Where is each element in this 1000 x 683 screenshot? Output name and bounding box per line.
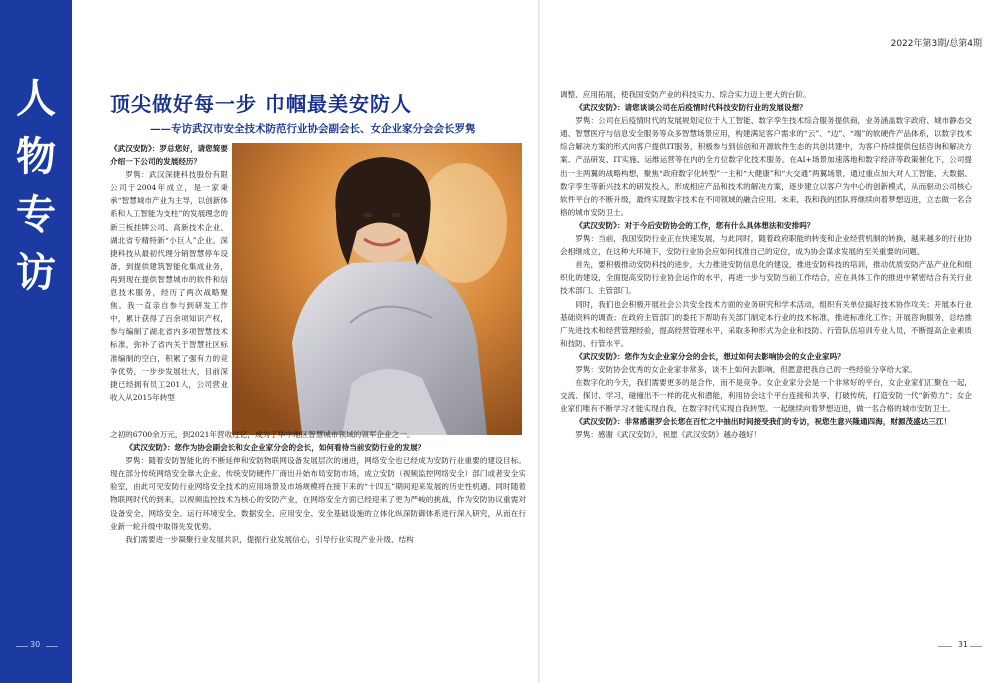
interview-question: 《武汉安防》：您作为女企业家分会的会长，想过如何去影响协会的女企业家吗？ <box>575 351 845 361</box>
portrait-photo <box>232 143 522 435</box>
right-page-text-column <box>560 88 972 442</box>
interview-question: 《武汉安防》：请您谈谈公司在后疫情时代科技安防行业的发展设想？ <box>575 103 807 113</box>
interview-answer: 罗隽：安防协会优秀的女企业家非常多，谈不上如何去影响，但愿意把我自己的一些经验分享给大家。 <box>575 364 917 374</box>
issue-header: 2022年第3期/总第4期 <box>890 39 982 49</box>
interview-answer: 调整、应用拓展，使我国安防产业的科技实力、综合实力迈上更大的台阶。 <box>560 90 811 99</box>
section-title-vertical <box>14 70 58 302</box>
page-number-left: 30 <box>30 640 41 649</box>
left-page-text-column <box>110 428 526 546</box>
page-number-rule <box>16 646 28 647</box>
interview-answer: 在数字化的今天，我们需要更多的是合作，而不是竞争。女企业家分会是一个非常好的平台，女企业家们汇聚在一起，交流、探讨、学习，碰撞出不一样的花火和潜能，利用协会这个平台连接和共享，打破传统，打造安防一代“新势力”；女企业家们唯有不断学习才能实现自我，在数字时代实现自我转型。一起继续向着梦想迈进，做一名合格的城市安防卫士。 <box>560 378 972 414</box>
interview-question: 《武汉安防》：非常感谢罗会长您在百忙之中抽出时间接受我们的专访，祝您生意兴隆通四海，财源茂盛达三江！ <box>575 417 952 427</box>
interview-question: 《武汉安防》：罗总您好，请您简要介绍一下公司的发展经历？ <box>110 144 228 167</box>
interview-answer: 之初的6700余万元，到2021年营收过亿，成为了华中地区智慧城市领域的领军企业之一。 <box>110 430 415 439</box>
interview-answer: 罗隽：武汉深捷科技股份有限公司于2004年成立，是一家秉承“智慧城市产业为主导，以创新体系和人工智能为支柱”的发展理念的新三板挂牌公司、高新技术企业、湖北省专精特新“小巨人”企业。深捷科技从最初代理分销智慧停车设备，到提供建筑智能化集成业务，再到现在提供智慧城市的软件和信息技术服务，经历了两次战略聚焦。我一直亲自参与到研发工作中，累计获得了百余项知识产权，参与编制了湖北省内多项智慧技术标准，弥补了省内关于智慧社区标准编制的空白，积累了强有力的竞争优势，一步步发展壮大，目前深捷已经拥有员工201人，公司营业收入从2015年转型 <box>110 170 228 402</box>
section-title-char: 专 <box>16 191 56 238</box>
section-title-char: 物 <box>16 133 56 180</box>
page-number-rule <box>46 646 58 647</box>
narrow-text-column <box>110 142 228 404</box>
page-number-rule <box>938 646 952 647</box>
page-gutter <box>538 0 540 683</box>
interview-answer: 罗隽：当前，我国安防行业正在快速发展，与此同时，随着政府职能的转变和企业经营机制的转换，越来越多的行业协会相继成立，在这种大环境下，安防行业协会应如何找准自己的定位，成为协会谋求发展的至关重要的问题。 <box>560 234 972 257</box>
article-title: 顶尖做好每一步 巾帼最美安防人 <box>110 92 412 116</box>
interview-question: 《武汉安防》：对于今后安防协会的工作，您有什么具体想法和安排吗？ <box>575 220 815 230</box>
interview-answer: 罗隽：感谢《武汉安防》，祝愿《武汉安防》越办越好！ <box>575 430 762 440</box>
interview-answer: 罗隽：随着安防智能化的不断延伸和安防物联网设备发展层次的递进，网络安全也已经成为安防行业重要的建设目标。现在部分传统网络安全靠大企业、传统安防硬件厂商出升始布局安防市场，成立安防（视频监控网络安全）部门或者安全实验室，由此可见安防行业网络安全技术的应用场景及市场规模将在接下来的“十四五”期间迎来发展的历史性机遇。同时随着物联网时代的到来，以视频监控技术为核心的安防产业，在网络安全方面已经迎来了更为严峻的挑战，作为安防协议重需对设备安全、网络安全、运行环境安全、数据安全、应用安全、安全基础设施的立体化纵深防御体系进行深入研究，从而在行业新一轮升级中取得先发优势。 <box>110 456 526 531</box>
interview-answer: 我们需要进一步凝聚行业发展共识，提振行业发展信心，引导行业实现产业升级、结构 <box>125 534 414 544</box>
interview-answer: 同时，我们也会积极开展社会公共安全技术方面的业务研究和学术活动，组织有关单位搞好技术协作攻关；开展本行业基础资料的调查；在政府主管部门的委托下帮助有关部门制定本行业的技术标准，推进标准化工作；开展咨询服务，总结推广先进技术和经营管理经验，提高经营管理水平，采取多种形式为企业和技防、行管队伍培训专业人员，不断提高企业素质和技防、行管水平。 <box>560 299 972 348</box>
interview-answer: 罗隽：公司在后疫情时代的发展规划定位于人工智能、数字孪生技术综合服务提供商，业务涵盖数字政府、城市静态交通、智慧医疗与信息安全服务等众多智慧场景应用，构建满足客户需求的“云”、“边”、“端”的软硬件产品体系，以数字技术综合解决方案的形式向客户提供IT服务，积极参与到信创和开源软件生态的共创共建中，为客户持续提供包括咨询和解决方案、产品研发、IT实施、运维运营等在内的全方位数字化技术服务。在AI+场景加速落地和数字经济等政策催化下，公司提出一主两翼的战略构想，聚焦“政府数字化转型”一主和“大健康”和“大交通”两翼场景，通过重点加大对人工智能、大数据、数字孪生等新兴技术的研发投入，形成相应产品和技术的解决方案，逐步建立以客户为中心的创新模式，从而驱动公司核心软件平台的不断升级，最终实现数字技术在不同领域的融合应用。未来，我和我的团队将继续向着梦想迈进，立志做一名合格的城市安防卫士。 <box>560 116 972 217</box>
section-title-char: 访 <box>16 249 56 296</box>
article-subtitle: ——专访武汉市安全技术防范行业协会副会长、女企业家分会会长罗隽 <box>150 123 476 135</box>
page-number-rule <box>970 646 982 647</box>
interview-question: 《武汉安防》：您作为协会副会长和女企业家分会的会长，如何看待当前安防行业的发展？ <box>125 443 426 453</box>
interview-answer: 首先，要积极推动安防科技的进步，大力推进安防信息化的建设，推进安防科技的培训，推动优质安防产品产业化和组织化的建设，全面提高安防行业协会运作的水平，再进一步与安防当前工作结合，应在具体工作的推进中紧密结合有关行业技术部门、主管部门。 <box>560 260 972 296</box>
section-title-char: 人 <box>16 75 56 122</box>
page-number-right: 31 <box>957 640 968 649</box>
